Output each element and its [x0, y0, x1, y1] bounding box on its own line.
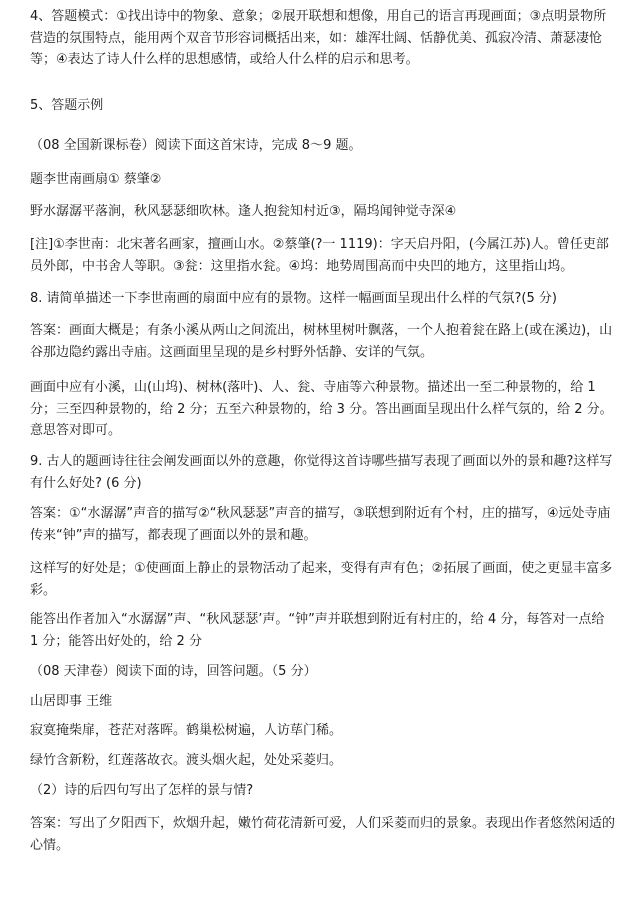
poem-title: 题李世南画扇① 蔡肇② [30, 172, 162, 187]
poem-title-2: 山居即事 王维 [30, 694, 113, 709]
exam-intro: （08 全国新课标卷）阅读下面这首宋诗，完成 8～9 题。 [30, 138, 362, 153]
question-2: （2）诗的后四句写出了怎样的景与情? [30, 783, 254, 798]
scoring-9: 能答出作者加入“水潺潺”声、“秋风瑟瑟’声。“钟”声并联想到附近有村庄的，给 4 分，每答对一点给 1 分；能答出好处的，给 2 分 [30, 612, 605, 649]
exam-intro-tianjin: （08 天津卷）阅读下面的诗，回答问题。（5 分） [30, 664, 317, 679]
answer-8: 答案：画面大概是；有条小溪从两山之间流出，树林里树叶飘落，一个人抱着瓮在路上(或在溪边)，山谷那边隐约露出寺庙。这画面里呈现的是乡村野外恬静、安详的气氛。 [30, 323, 613, 360]
section-heading: 5、答题示例 [30, 98, 104, 113]
poem-notes: [注]①李世南：北宋著名画家，擅画山水。②蔡肇(?一 1119)：字天启丹阳，(今属江苏)人。曾任吏部员外郎，中书舍人等职。③瓮：这里指水瓮。④坞：地势周围高而中央凹的地方，这里指山坞。 [30, 237, 609, 274]
answer-9: 答案：①“水潺潺”声音的描写②“秋风瑟瑟”声音的描写，③联想到附近有个村，庄的描写，④远处寺庙传来“钟”声的描写，都表现了画面以外的景和趣。 [30, 506, 611, 543]
answer-pattern-paragraph: 4、答题模式：①找出诗中的物象、意象；②展开联想和想像，用自己的语言再现画面；③点明景物所营造的氛围特点，能用两个双音节形容词概括出来，如：雄浑壮阔、恬静优美、孤寂冷清、萧瑟凄怆等；④表达了诗人什么样的思想感情，或给人什么样的启示和思考。 [30, 9, 607, 67]
question-8: 8. 请简单描述一下李世南画的扇面中应有的景物。这样一幅画面呈现出什么样的气氛?(5 分) [30, 291, 557, 306]
scoring-8: 画面中应有小溪，山(山坞)、树林(落叶)、人、瓮、寺庙等六种景物。描述出一至二种景物的，给 1 分；三至四种景物的，给 2 分；五至六种景物的，给 3 分。答出画面呈现出什么样气氛的，给 2 分。意思答对即可。 [30, 380, 613, 438]
answer-2: 答案：写出了夕阳西下，炊烟升起，嫩竹荷花清新可爱，人们采菱而归的景象。表现出作者悠然闲适的心情。 [30, 816, 616, 853]
poem-line-1: 寂寞掩柴扉，苍茫对落晖。鹤巢松树遍，人访荜门稀。 [30, 723, 343, 738]
question-9: 9. 古人的题画诗往往会阐发画面以外的意趣，你觉得这首诗哪些描写表现了画面以外的景和趣?这样写有什么好处? (6 分) [30, 454, 613, 491]
poem-line-2: 绿竹含新粉，红莲落故衣。渡头烟火起，处处采菱归。 [30, 753, 343, 768]
poem-text: 野水潺潺平落涧，秋风瑟瑟细吹林。逢人抱瓮知村近③，隔坞闻钟觉寺深④ [30, 204, 457, 219]
benefit-9: 这样写的好处是；①使画面上静止的景物活动了起来，变得有声有色；②拓展了画面，使之更显丰富多彩。 [30, 561, 613, 598]
